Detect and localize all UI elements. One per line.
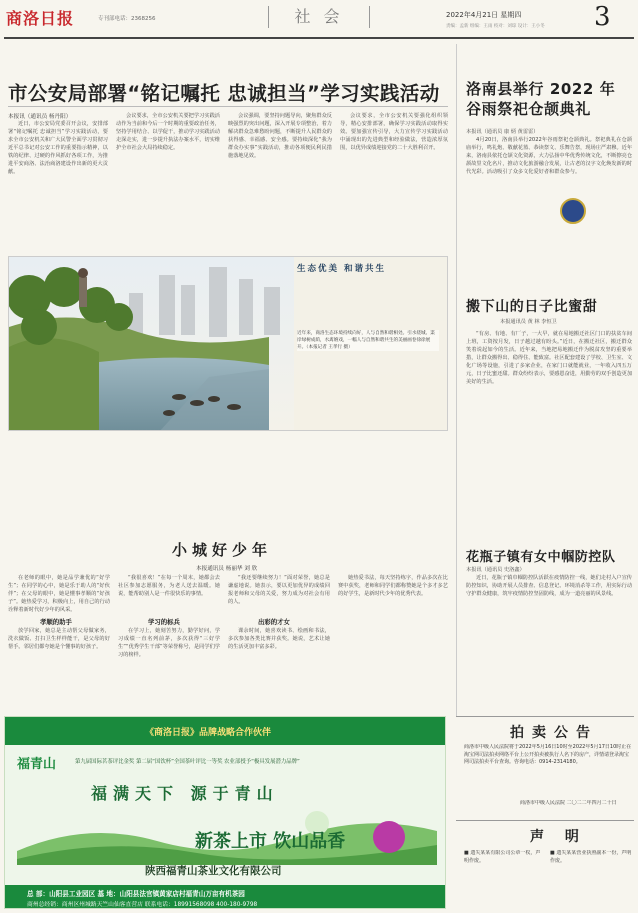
- lead-column-1: 近日，市公安局党委召开会议，安排部署“铭记嘱托 忠诚担当”学习实践活动，要求全市公安机关和广大民警全面学习贯彻习近平总书记对公安工作的重要指示精神，以铁的纪律、过硬的作风抓好各项工作，为推进平安商洛、法治商洛建设作出新的更大贡献。: [8, 121, 108, 175]
- lead-column-3: 会议强调，要坚持问题导向，聚焦群众反映强烈的突出问题，深入开展专项整治，着力解决群众急难愁盼问题，不断提升人民群众的获得感、幸福感、安全感。要持续深化“我为群众办实事”实践活动，推动各项便民利民措施落地见效。: [228, 113, 332, 159]
- feature-column-3b: 课余时间，她喜欢读书、绘画和书法，多次参加各类比赛并获奖。她说，艺术让她的生活更加丰富多彩。: [228, 628, 330, 650]
- statement-body-2: ■ 遗失某某营业执照副本一份，声明作废。: [550, 850, 632, 864]
- photo-caption: 近年来，商洛生态环境持续向好，人与自然和谐相处。引水绕城、渠岸绿树成荫，水禽嬉戏，一幅人与自然和谐共生的美丽画卷徐徐展开。（本报记者 王孝行 摄）: [297, 330, 439, 351]
- feature-column-2b: 在学习上，她刻苦努力，勤学好问，学习成绩一直名列前茅，多次获得“三好学生”“优秀学生干部”等荣誉称号，是同学们学习的榜样。: [118, 628, 220, 658]
- masthead-rule: [4, 37, 634, 39]
- right1-body: 4月20日，洛南县举行2022年谷雨祭祀仓颉典礼。祭祀典礼在仓颉庙举行，鸣礼炮、敬献花篮、恭读祭文、乐舞告祭，现场庄严肃穆。近年来，洛南县依托仓颉文化资源，大力弘扬中华优秀传统文化，不断擦亮仓颉故里文化名片，推动文化旅游融合发展，让古老的汉字文化焕发新的时代光彩。活动吸引了众多文化爱好者和群众参与。: [466, 137, 632, 175]
- column-divider: [456, 44, 457, 716]
- feature-column-3: “我还要继续努力！”面对荣誉，她总是谦虚地说。她表示，要以更加优异的成绩回报老师和父母的关爱，努力成为对社会有用的人。: [228, 575, 330, 605]
- ad-promo: 新茶上市 饮山品香: [195, 831, 346, 852]
- feature-column-1: 在老师的眼中，她是品学兼优的“好学生”；在同学的心中，她是乐于助人的“好伙伴”；在父母的眼中，她是懂事孝顺的“好孩子”。她热爱学习，积极向上，用自己的行动诠释着新时代好少年的风采。: [8, 575, 110, 613]
- ad-banner-text: 《商洛日报》品牌战略合作伙伴: [145, 728, 272, 738]
- notice-rule-2: [456, 820, 634, 821]
- page-number: 3: [594, 2, 611, 32]
- ad-brand-logo: 福青山: [17, 757, 57, 772]
- right2-body: “有房、有地、有厂子，一大早，就在易地搬迁社区门口的扶贫车间上班，工资按月发，日子越过越有盼头。”近日，在搬迁社区，搬迁群众笑着说起如今的生活。近年来，当地把易地搬迁作为脱贫攻坚的重要举措，让群众搬得出、稳得住、能致富。社区配套建设了学校、卫生室、文化广场等设施，引进了多家企业，在家门口就能就业，一年收入四五万元，日子比蜜还甜。群众纷纷表示，要感恩奋进，用勤劳的双手创造更加美好的生活。: [466, 331, 632, 385]
- ad-company: 陕西福青山茶业文化有限公司: [145, 865, 282, 877]
- right3-byline: 本报讯（通讯员 史洛鑫）: [466, 567, 525, 573]
- lead-column-2: 会议要求，全市公安机关要把学习实践活动作为当前和今后一个时期的重要政治任务，坚持学用结合、以学促干，推动学习实践活动走深走实，进一步提升执法办案水平，切实维护全市社会大局持续稳定。: [116, 113, 220, 151]
- feature-headline: 小城好少年: [172, 541, 273, 559]
- feature-byline: 本报通讯员 杨丽华 刘 欣: [196, 566, 258, 572]
- right-headline-3: 花瓶子镇有女中帼防控队: [466, 550, 616, 565]
- ad-footer-address: 总 部：山阳县工业园区 基 地：山阳县法官镇黄家店村福青山万亩有机茶园: [27, 890, 245, 898]
- auction-notice-body: 商洛市中级人民法院将于2022年5月16日10时至2022年5月17日10时止在淘宝网司法拍卖网络平台上公开拍卖被执行人名下的房产，详情请登录淘宝网司法拍卖平台查询。咨询电话：0914-2314180。: [464, 744, 632, 766]
- right-headline-2: 搬下山的日子比蜜甜: [466, 299, 598, 315]
- section-title: 社 会: [268, 6, 370, 28]
- ad-footer-contact: 商州总经销：商州区州城路天竺山仙客直营店 联系电话：18991568098 400-180-9798: [27, 902, 258, 908]
- tea-advertisement: [4, 716, 446, 909]
- feature-column-2: “我很喜欢！”在每一个周末，她都会去社区参加志愿服务，为老人送去温暖。她说，能帮助别人是一件很快乐的事情。: [118, 575, 220, 597]
- hotline: 专刊部电话：2368256: [98, 16, 156, 22]
- ad-slogan: 福满天下 源于青山: [91, 784, 279, 803]
- feature-column-1b: 放学回家，她总是主动帮父母做家务，洗衣做饭、打扫卫生样样能干，是父母的好帮手。邻居们都夸她是个懂事的好孩子。: [8, 628, 110, 650]
- auction-notice-title: 拍卖公告: [510, 725, 598, 741]
- statement-body-1: ■ 遗失某某有限公司公章一枚，声明作废。: [464, 850, 541, 864]
- lead-headline: 市公安局部署“铭记嘱托 忠诚担当”学习实践活动: [8, 82, 440, 105]
- headline-rule: [8, 106, 448, 107]
- issue-date: 2022年4月21日 星期四: [446, 11, 522, 19]
- ad-awards: 第九届国际茗茶评比金奖 第二届“国饮杯”全国茶叶评比一等奖 农业部授予“极具发展潜力品牌”: [75, 759, 300, 765]
- right-headline-1a: 洛南县举行 2022 年: [466, 80, 616, 98]
- right3-body: 近日，花瓶子镇巾帼防控队活跃在疫情防控一线，她们走村入户宣传防控知识，协助开展人员排查、信息登记、环境消杀等工作，用实际行动守护群众健康，筑牢疫情防控坚固防线，成为一道亮丽的风景线。: [466, 575, 632, 597]
- fragrant-seal-icon: [373, 821, 405, 853]
- lead-byline: 本报讯（通讯员 杨丹阳）: [8, 114, 72, 120]
- masthead: [0, 0, 638, 38]
- feature-subhead-2: 学习的标兵: [148, 618, 180, 626]
- notice-rule: [456, 716, 634, 717]
- right-headline-1b: 谷雨祭祀仓颉典礼: [466, 100, 591, 118]
- police-emblem-icon: [560, 198, 586, 224]
- newspaper-logo: 商洛日报: [6, 9, 75, 28]
- feature-subhead-3: 出彩的才女: [258, 618, 290, 626]
- statement-title: 声 明: [530, 829, 587, 845]
- feature-column-4: 她热爱书法，每天坚持练字，作品多次在比赛中获奖，老师和同学们都称赞她是个多才多艺的好学生，是新时代少年的优秀代表。: [338, 575, 448, 597]
- photo-title: 生态优美 和谐共生: [297, 264, 386, 274]
- auction-notice-signature: 商洛市中级人民法院 二〇二二年四月二十日: [520, 800, 617, 806]
- editor-credits: 责编：孟新 组编：王雨 校对：刘琼 设计：王小冬: [446, 24, 545, 29]
- lead-column-4: 会议要求，全市公安机关要强化组织领导，精心安排部署，确保学习实践活动取得实效。要加强宣传引导，大力宣传学习实践活动中涌现出的先进典型和经验做法，营造浓厚氛围，以优异成绩迎接党的二十大胜利召开。: [340, 113, 448, 151]
- right1-byline: 本报讯（通讯员 康 炳 黄雷雷）: [466, 129, 539, 135]
- feature-subhead-1: 孝顺的助手: [40, 618, 72, 626]
- right2-byline: 本报通讯员 黄 林 李恒卫: [500, 319, 557, 325]
